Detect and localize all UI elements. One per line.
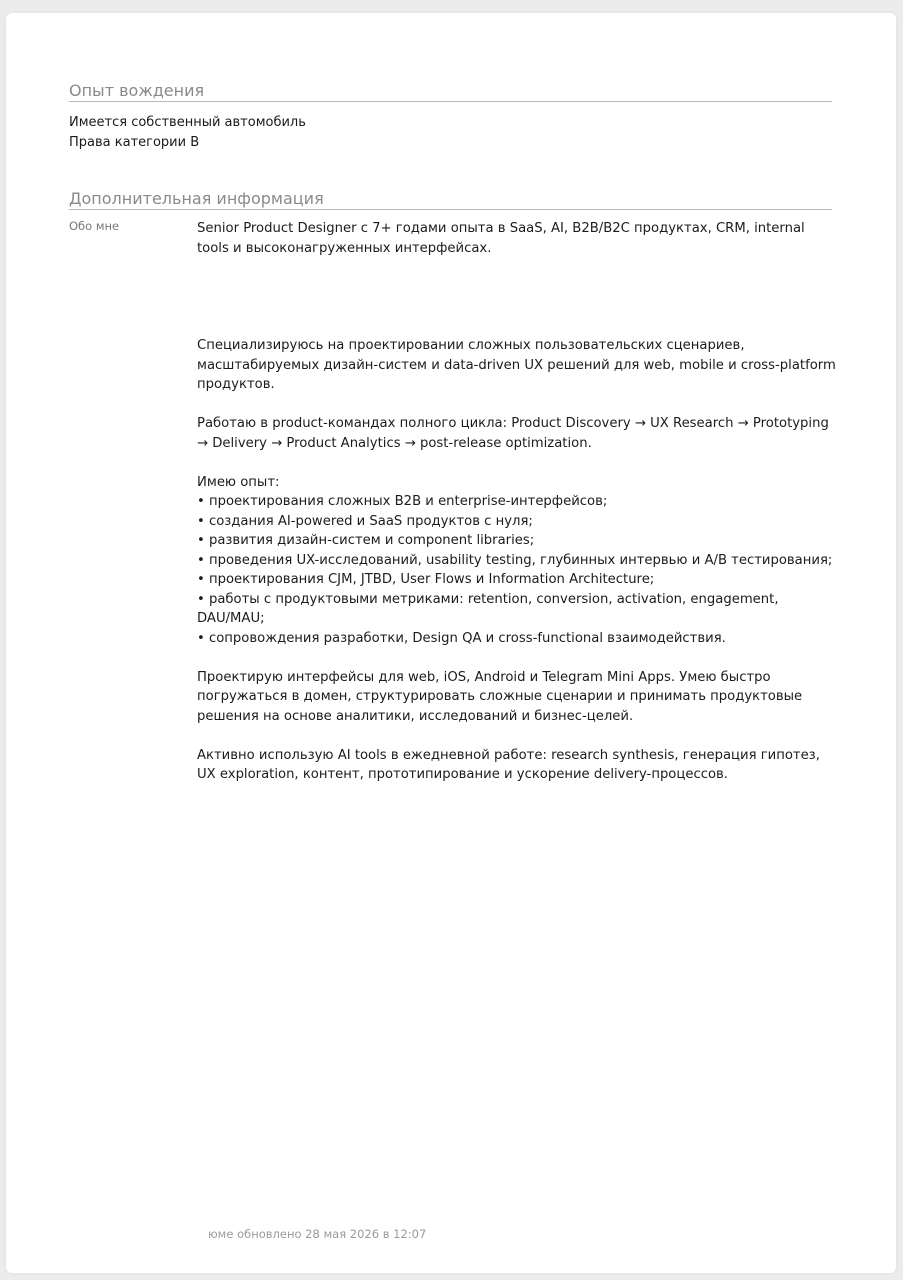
- about-paragraph-specialization: Специализируюсь на проектировании сложных пользовательских сценариев, масштабируемых дизайн-систем и data-driven UX решений для web, mobile и cross-platform продуктов.: [197, 338, 836, 392]
- list-item: • сопровождения разработки, Design QA и cross-functional взаимодействия.: [197, 630, 726, 646]
- about-label: Обо мне: [69, 219, 120, 233]
- driving-car-line: Имеется собственный автомобиль: [69, 115, 306, 130]
- list-item: • работы с продуктовыми метриками: retention, conversion, activation, engagement, DAU/MAU;: [197, 591, 779, 626]
- driving-section-title: Опыт вождения: [69, 81, 832, 102]
- about-paragraph-platforms: Проектирую интерфейсы для web, iOS, Android и Telegram Mini Apps. Умею быстро погружаться в домен, структурировать сложные сценарии и принимать продуктовые решения на основе аналитики, исследований и бизнес-целей.: [197, 669, 803, 724]
- list-item: • создания AI-powered и SaaS продуктов с нуля;: [197, 513, 533, 529]
- driving-info: [69, 113, 306, 153]
- list-item: • проектирования сложных B2B и enterprise-интерфейсов;: [197, 494, 608, 509]
- experience-heading: Имею опыт:: [197, 474, 280, 490]
- resume-updated-footer: юме обновлено 28 мая 2026 в 12:07: [208, 1227, 427, 1241]
- about-text: [197, 219, 837, 785]
- resume-page: [6, 13, 896, 1273]
- driving-license-line: Права категории B: [69, 135, 200, 150]
- about-paragraph-intro: Senior Product Designer с 7+ годами опыта в SaaS, AI, B2B/B2C продуктах, CRM, internal tools и высоконагруженных интерфейсах.: [197, 221, 805, 256]
- about-paragraph-teams: Работаю в product-командах полного цикла: Product Discovery → UX Research → Prototyping → Delivery → Product Analytics → post-release optimization.: [197, 416, 829, 451]
- list-item: • проведения UX-исследований, usability testing, глубинных интервью и A/B тестирования;: [197, 552, 833, 568]
- list-item: • развития дизайн-систем и component libraries;: [197, 533, 535, 548]
- list-item: • проектирования CJM, JTBD, User Flows и Information Architecture;: [197, 572, 655, 587]
- about-paragraph-ai-tools: Активно использую AI tools в ежедневной работе: research synthesis, генерация гипотез, UX exploration, контент, прототипирование и ускорение delivery-процессов.: [197, 747, 820, 782]
- additional-section-title: Дополнительная информация: [69, 189, 832, 210]
